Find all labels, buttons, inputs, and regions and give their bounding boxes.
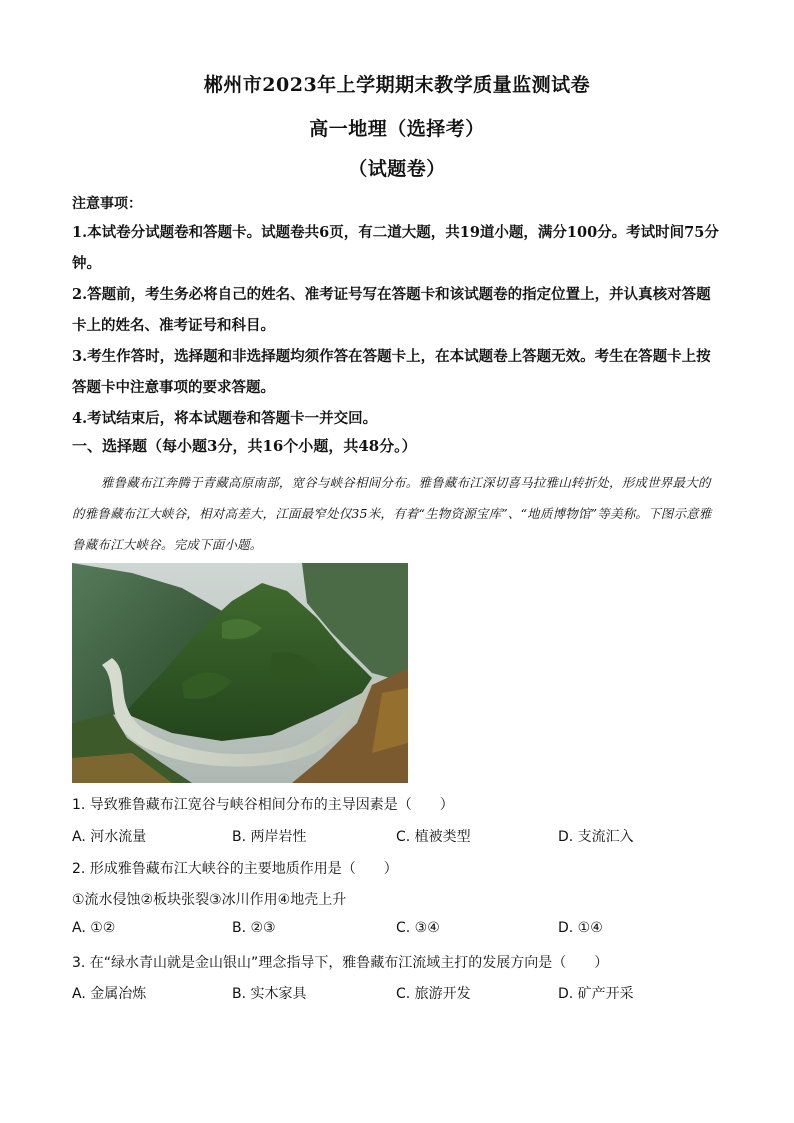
option-b[interactable]: B. 实木家具 <box>232 986 307 1002</box>
option-c[interactable]: C. 旅游开发 <box>396 986 471 1002</box>
option-d[interactable]: D. 矿产开采 <box>558 986 634 1002</box>
exam-paper-label: （试题卷） <box>348 158 446 180</box>
question-statements: ①流水侵蚀②板块张裂③冰川作用④地壳上升 <box>72 892 347 908</box>
question-stem: 3. 在“绿水青山就是金山银山”理念指导下，雅鲁藏布江流域主打的发展方向是（ ） <box>72 955 609 971</box>
notice-item: 4.考试结束后，将本试题卷和答题卡一并交回。 <box>72 410 378 427</box>
notice-heading: 注意事项： <box>72 196 142 212</box>
notice-item: 1.本试卷分试题卷和答题卡。试题卷共6页，有二道大题，共19道小题，满分100分。考试时间75分钟。 <box>72 224 719 272</box>
option-row <box>72 826 732 848</box>
option-row <box>72 920 732 942</box>
exam-subtitle: 高一地理（选择考） <box>309 118 485 140</box>
option-a[interactable]: A. 金属冶炼 <box>72 986 147 1002</box>
notice-item: 3.考生作答时，选择题和非选择题均须作答在答题卡上，在本试题卷上答题无效。考生在答题卡上按答题卡中注意事项的要求答题。 <box>72 348 711 396</box>
question-stem: 2. 形成雅鲁藏布江大峡谷的主要地质作用是（ ） <box>72 861 398 877</box>
option-d[interactable]: D. ①④ <box>558 920 603 936</box>
question-stem: 1. 导致雅鲁藏布江宽谷与峡谷相间分布的主导因素是（ ） <box>72 797 454 813</box>
exam-title: 郴州市2023年上学期期末教学质量监测试卷 <box>203 74 591 96</box>
canyon-photo <box>72 563 408 783</box>
option-c[interactable]: C. ③④ <box>396 920 440 936</box>
option-b[interactable]: B. ②③ <box>232 920 276 936</box>
reading-passage: 雅鲁藏布江奔腾于青藏高原南部，宽谷与峡谷相间分布。雅鲁藏布江深切喜马拉雅山转折处，形成世界最大的的雅鲁藏布江大峡谷，相对高差大，江面最窄处仅35米，有着“生物资源宝库”、“地质博物馆”等美称。下图示意雅鲁藏布江大峡谷。完成下面小题。 <box>72 475 712 552</box>
section-heading: 一、选择题（每小题3分，共16个小题，共48分。） <box>72 437 417 455</box>
option-row <box>72 983 732 1005</box>
option-a[interactable]: A. ①② <box>72 920 116 936</box>
option-c[interactable]: C. 植被类型 <box>396 829 471 845</box>
option-a[interactable]: A. 河水流量 <box>72 829 147 845</box>
option-d[interactable]: D. 支流汇入 <box>558 829 634 845</box>
option-b[interactable]: B. 两岸岩性 <box>232 829 307 845</box>
notice-item: 2.答题前，考生务必将自己的姓名、准考证号写在答题卡和该试题卷的指定位置上，并认真核对答题卡上的姓名、准考证号和科目。 <box>72 286 711 334</box>
